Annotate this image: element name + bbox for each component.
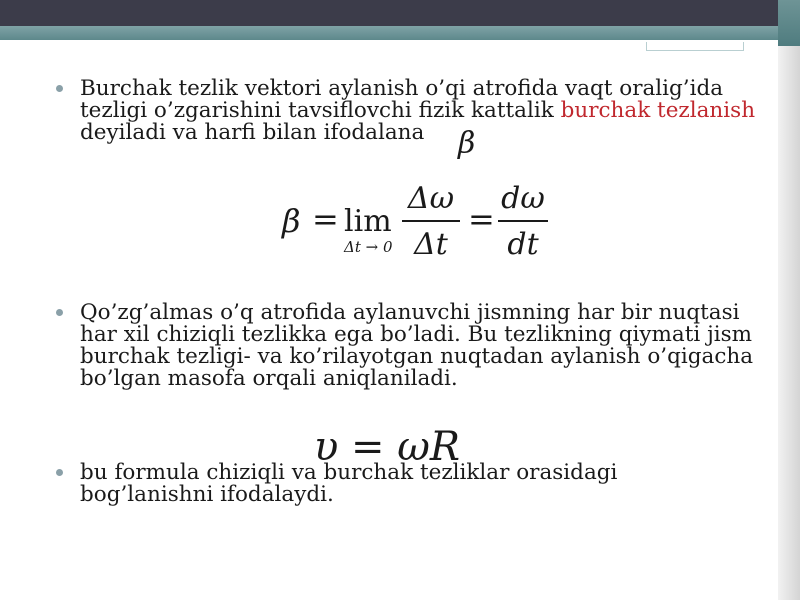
- bullet-text: Qo’zg’almas o’q atrofida aylanuvchi jismning har bir nuqtasi har xil chiziqli tezlikka ega bo’ladi. Bu tezlikning qiymati jism burchak tezligi- va ko’rilayotgan nuqtadan aylanish o’qigacha bo’lgan masofa orqali aniqlaniladi.: [80, 300, 754, 391]
- fraction-numerator: dω: [501, 181, 545, 216]
- fraction-bar: [498, 220, 548, 222]
- formula-lhs: β: [282, 202, 301, 240]
- bullet-text-part: Burchak tezlik vektori aylanish o’qi atrofida vaqt oralig’ida tezligi o’zgarishini tavsiflovchi fizik kattalik: [80, 76, 724, 123]
- fraction-bar: [402, 220, 460, 222]
- fraction-numerator: Δω: [407, 181, 455, 216]
- highlighted-term: burchak tezlanish: [560, 98, 756, 123]
- fraction-denominator: dt: [507, 226, 539, 262]
- bullet-dot: [56, 85, 63, 92]
- accent-corner: [778, 0, 800, 46]
- beta-symbol: β: [458, 126, 476, 161]
- angular-acceleration-formula: [282, 182, 562, 272]
- bullet-dot: [56, 309, 63, 316]
- fraction-delta: [402, 182, 460, 262]
- bullet-text: bu formula chiziqli va burchak tezliklar orasidagi bog’lanishni ifodalaydi.: [80, 460, 618, 507]
- fraction-denominator: Δt: [414, 226, 448, 262]
- equals-sign: =: [312, 200, 339, 238]
- bullet-angular-acceleration-definition: [56, 78, 756, 144]
- bullet-relation: [56, 462, 756, 506]
- limit-subscript: Δt → 0: [344, 238, 393, 256]
- bullet-dot: [56, 469, 63, 476]
- right-edge-shadow: [778, 46, 800, 600]
- limit-operator: lim: [344, 204, 392, 239]
- bullet-linear-velocity: [56, 302, 756, 390]
- equals-sign: =: [468, 200, 495, 238]
- linear-velocity-formula: υ = ωR: [314, 424, 460, 470]
- bullet-text-part: deyiladi va harfi bilan ifodalana: [80, 120, 425, 145]
- bullet-text: [80, 78, 756, 144]
- accent-bar: [0, 26, 778, 40]
- header-band: [0, 0, 800, 26]
- fraction-derivative: [498, 182, 548, 262]
- accent-tab: [646, 42, 744, 51]
